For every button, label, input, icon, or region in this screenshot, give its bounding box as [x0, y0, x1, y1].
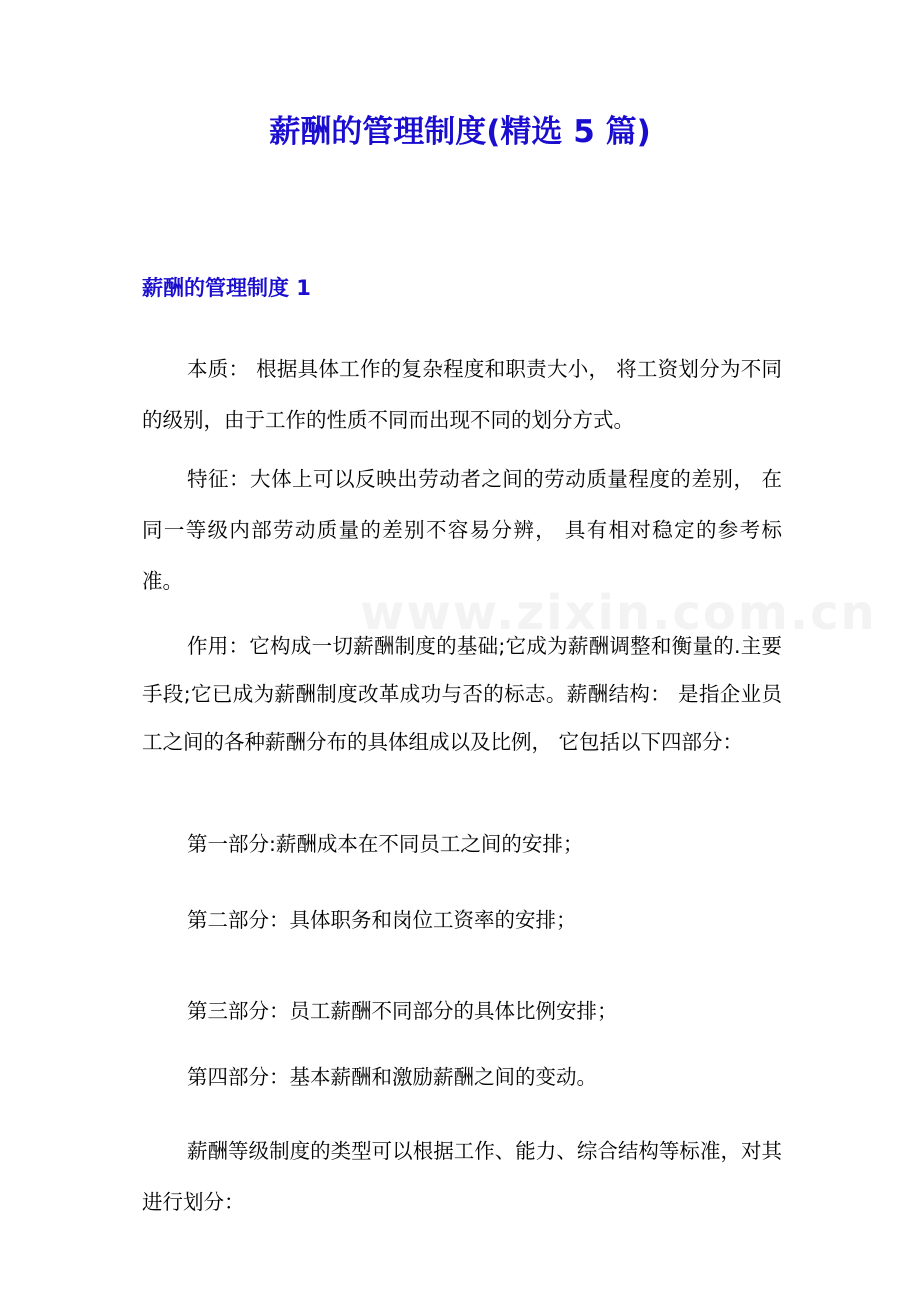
paragraph-function: 作用：它构成一切薪酬制度的基础;它成为薪酬调整和衡量的.主要手段;它已成为薪酬制度改革成功与否的标志。薪酬结构： 是指企业员工之间的各种薪酬分布的具体组成以及比例， 它包括以下四部分：	[142, 634, 782, 754]
paragraph-grade-types: 薪酬等级制度的类型可以根据工作、能力、综合结构等标准，对其进行划分：	[142, 1139, 782, 1214]
paragraph-essence: 本质： 根据具体工作的复杂程度和职责大小， 将工资划分为不同的级别，由于工作的性质不同而出现不同的划分方式。	[142, 357, 782, 432]
paragraph-part-four: 第四部分：基本薪酬和激励薪酬之间的变动。	[187, 1065, 597, 1089]
paragraph-part-three: 第三部分：员工薪酬不同部分的具体比例安排；	[187, 999, 618, 1023]
paragraph-part-two: 第二部分：具体职务和岗位工资率的安排；	[187, 908, 577, 932]
paragraph-features: 特征：大体上可以反映出劳动者之间的劳动质量程度的差别， 在同一等级内部劳动质量的差别不容易分辨， 具有相对稳定的参考标准。	[142, 467, 782, 593]
section-heading: 薪酬的管理制度 1	[142, 276, 311, 300]
document-title: 薪酬的管理制度(精选 5 篇)	[269, 114, 651, 150]
watermark: www.zixin.com.cn	[360, 585, 877, 641]
paragraph-part-one: 第一部分:薪酬成本在不同员工之间的安排；	[187, 832, 584, 856]
